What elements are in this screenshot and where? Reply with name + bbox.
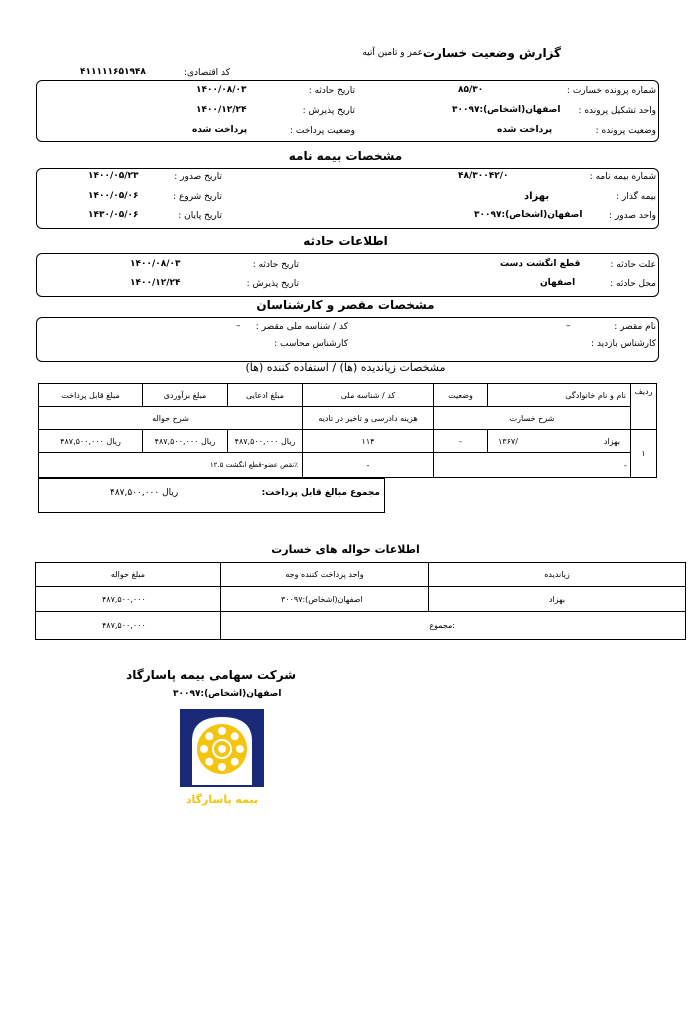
policy-no: ۴۸/۳۰۰۴۲/۰ <box>458 171 509 181</box>
place-label: محل حادثه : <box>610 279 656 289</box>
issue-unit: اصفهان(اشخاص):۳۰۰۹۷ <box>474 210 583 220</box>
start-date-label: تاریخ شروع : <box>173 192 222 202</box>
tr-col-amount: مبلغ حواله <box>35 562 221 587</box>
acc-accept: ۱۴۰۰/۱۲/۲۴ <box>130 278 181 288</box>
logo-text: بیمه پاسارگاد <box>185 793 259 806</box>
issue-date-label: تاریخ صدور : <box>174 172 222 182</box>
accept-date-label: تاریخ پذیرش : <box>302 106 355 116</box>
pay-status-label: وضعیت پرداخت : <box>289 126 355 136</box>
acc-date: ۱۴۰۰/۰۸/۰۳ <box>130 259 181 269</box>
unit-value: اصفهان(اشخاص):۳۰۰۹۷ <box>452 105 561 115</box>
acc-accept-label: تاریخ پذیرش : <box>246 279 299 289</box>
policy-section-title: مشخصات بیمه نامه <box>288 149 403 163</box>
accident-date: ۱۴۰۰/۰۸/۰۳ <box>196 85 247 95</box>
row-estimated: ۴۸۷,۵۰۰,۰۰۰ ریال <box>142 429 228 453</box>
tr-sum-label: مجموع: <box>220 611 686 640</box>
pasargad-logo-icon <box>178 707 266 809</box>
row-payable: ۴۸۷,۵۰۰,۰۰۰ ریال <box>38 429 143 453</box>
tr-row-amount: ۴۸۷,۵۰۰,۰۰۰ <box>35 586 221 612</box>
cause-value: قطع انگشت دست <box>500 259 581 269</box>
accountant-label: کارشناس محاسب : <box>274 339 348 349</box>
acc-date-label: تاریخ حادثه : <box>252 260 299 270</box>
victims-section-title: مشخصات زیاندیده (ها) / استفاده کننده (ها) <box>245 361 446 374</box>
issue-date: ۱۴۰۰/۰۵/۲۳ <box>88 171 139 181</box>
col-payable: مبلغ قابل پرداخت <box>38 383 143 407</box>
tr-row-victim: بهزاد <box>428 586 686 612</box>
col-name: نام و نام خانوادگی <box>487 383 631 407</box>
accident-section-title: اطلاعات حادثه <box>303 234 388 248</box>
accident-date-label: تاریخ حادثه : <box>308 86 355 96</box>
row-transfer-desc: نقص عضو-قطع انگشت ۱۲.۵٪ <box>38 452 303 478</box>
policy-no-label: شماره بیمه نامه : <box>589 172 656 182</box>
report-title: گزارش وضعیت خسارت <box>422 46 561 60</box>
pay-status: پرداخت شده <box>192 125 248 135</box>
status-label: وضعیت پرونده : <box>595 126 656 136</box>
row-status: - <box>433 429 488 453</box>
tr-row-payer: اصفهان(اشخاص):۳۰۰۹۷ <box>220 586 429 612</box>
col-delay-cost: هزینه دادرسی و تاخیر در تادیه <box>302 406 434 430</box>
file-no: ۸۵/۳۰ <box>458 85 484 95</box>
culprit-value: – <box>566 321 571 331</box>
culprit-id: – <box>236 321 241 331</box>
row-delay-cost: - <box>302 452 434 478</box>
status-value: پرداخت شده <box>497 125 553 135</box>
insurer-label: بیمه گذار : <box>616 192 656 202</box>
row-claimed: ۴۸۷,۵۰۰,۰۰۰ ریال <box>227 429 303 453</box>
company-unit: اصفهان(اشخاص):۳۰۰۹۷ <box>173 689 282 699</box>
col-transfer-desc: شرح حواله <box>38 406 303 430</box>
col-national-id: کد / شناسه ملی <box>302 383 434 407</box>
col-damage-desc: شرح خسارت <box>433 406 631 430</box>
transfers-section-title: اطلاعات حواله های خسارت <box>271 543 420 556</box>
experts-section-title: مشخصات مقصر و کارشناسان <box>256 298 435 312</box>
col-status: وضعیت <box>433 383 488 407</box>
row-birth: ۱۳۶۷/ <box>498 436 518 446</box>
cause-label: علت حادثه : <box>610 260 656 270</box>
tr-col-victim: زیاندیده <box>428 562 686 587</box>
issue-unit-label: واحد صدور : <box>609 211 656 221</box>
row-index: ۱ <box>630 429 657 478</box>
row-national-id: ۱۱۴ <box>302 429 434 453</box>
pasargad-logo <box>178 707 266 809</box>
tr-sum-value: ۴۸۷,۵۰۰,۰۰۰ <box>35 611 221 640</box>
culprit-id-label: کد / شناسه ملی مقصر : <box>255 322 348 332</box>
tr-col-payer: واحد پرداخت کننده وجه <box>220 562 429 587</box>
insurer-value: بهزاد <box>524 191 550 202</box>
visitor-label: کارشناس بازدید : <box>591 339 656 349</box>
company-name: شرکت سهامی بیمه پاسارگاد <box>126 668 296 682</box>
col-estimated: مبلغ برآوردی <box>142 383 228 407</box>
economic-code: ۴۱۱۱۱۱۶۵۱۹۴۸ <box>80 67 146 77</box>
unit-label: واحد تشکیل پرونده : <box>578 106 656 116</box>
culprit-label: نام مقصر : <box>614 322 656 332</box>
report-subtitle: عمر و تامین آتیه <box>362 48 423 58</box>
file-no-label: شماره پرونده خسارت : <box>566 86 656 96</box>
col-row-index: ردیف <box>630 383 657 478</box>
economic-code-label: کد اقتصادی: <box>183 68 230 78</box>
start-date: ۱۴۰۰/۰۵/۰۶ <box>88 191 139 201</box>
end-date: ۱۴۳۰/۰۵/۰۶ <box>88 210 139 220</box>
total-value: ۴۸۷,۵۰۰,۰۰۰ ریال <box>110 488 179 498</box>
row-name-cell <box>487 429 631 453</box>
accept-date: ۱۴۰۰/۱۲/۲۴ <box>196 105 247 115</box>
row-damage-desc: - <box>433 452 631 478</box>
col-claimed: مبلغ ادعایی <box>227 383 303 407</box>
row-name: بهزاد <box>603 436 620 446</box>
place-value: اصفهان <box>540 278 576 288</box>
total-label: مجموع مبالغ قابل پرداخت: <box>261 488 380 498</box>
end-date-label: تاریخ پایان : <box>178 211 222 221</box>
